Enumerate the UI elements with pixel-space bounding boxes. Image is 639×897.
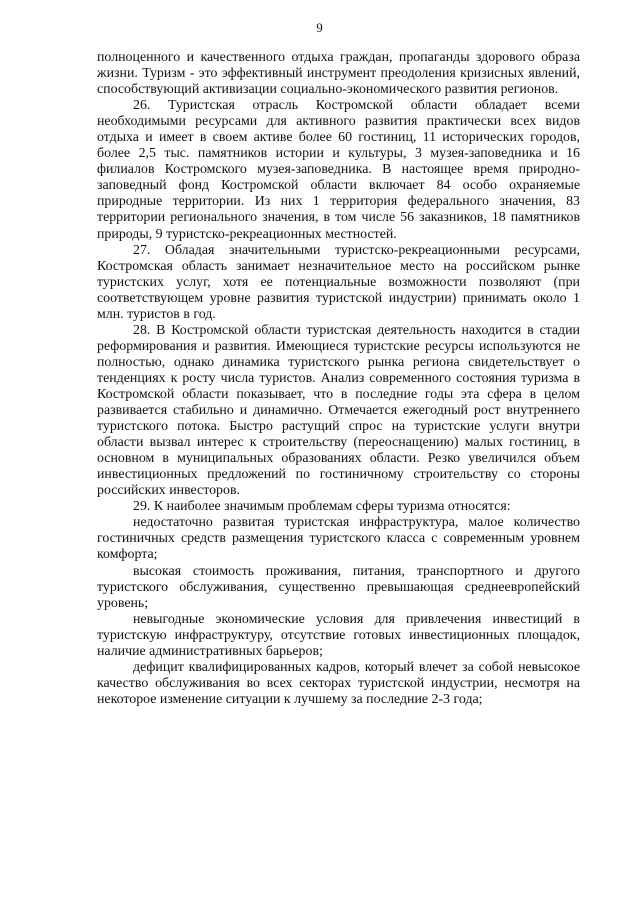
paragraph-26: 26. Туристская отрасль Костромской области обладает всеми необходимыми ресурсами для активного развития практически всех видов отдыха и имеет в своем активе более 60 гостиниц, 11 исторических городов, более 2,5 тыс. памятников истории и культуры, 3 музея-заповедника и 16 филиалов Костромского музея-заповедника. В настоящее время природно-заповедный фонд Костромской области включает 84 особо охраняемые природные территории. Из них 1 территория федерального значения, 83 территории регионального значения, в том числе 56 заказников, 18 памятников природы, 9 туристско-рекреационных местностей.	[97, 98, 580, 242]
paragraph-27: 27. Обладая значительными туристско-рекреационными ресурсами, Костромская область занимает незначительное место на российском рынке туристских услуг, хотя ее потенциальные возможности позволяют (при соответствующем уровне развития туристской индустрии) принимать около 1 млн. туристов в год.	[97, 242, 580, 322]
problem-list-item: высокая стоимость проживания, питания, транспортного и другого туристского обслуживания, существенно превышающая среднеевропейский уровень;	[97, 563, 580, 611]
page-number: 9	[316, 20, 323, 35]
problem-list-item: невыгодные экономические условия для привлечения инвестиций в туристскую инфраструктуру, отсутствие готовых инвестиционных площадок, наличие административных барьеров;	[97, 611, 580, 659]
document-body	[97, 50, 580, 708]
paragraph-continuation: полноценного и качественного отдыха граждан, пропаганды здорового образа жизни. Туризм - это эффективный инструмент преодоления кризисных явлений, способствующий активизации социально-экономического развития регионов.	[97, 50, 580, 98]
problem-list-item: дефицит квалифицированных кадров, который влечет за собой невысокое качество обслуживания во всех секторах туристской индустрии, несмотря на некоторое изменение ситуации к лучшему за последние 2-3 года;	[97, 659, 580, 707]
problem-list-item: недостаточно развитая туристская инфраструктура, малое количество гостиничных средств размещения туристского класса с современным уровнем комфорта;	[97, 515, 580, 563]
paragraph-29: 29. К наиболее значимым проблемам сферы туризма относятся:	[133, 499, 511, 515]
paragraph-28: 28. В Костромской области туристская деятельность находится в стадии реформирования и развития. Имеющиеся туристские ресурсы используются не полностью, однако динамика туристского рынка региона свидетельствует о тенденциях к росту числа туристов. Анализ современного состояния туризма в Костромской области показывает, что в последние годы эта сфера в целом развивается стабильно и динамично. Отмечается ежегодный рост внутреннего туристского потока. Быстро растущий спрос на туристские услуги внутри области вызвал интерес к строительству (переоснащению) малых гостиниц, в основном в муниципальных образованиях области. Резко увеличился объем инвестиционных предложений по гостиничному строительству со стороны российских инвесторов.	[97, 322, 580, 499]
